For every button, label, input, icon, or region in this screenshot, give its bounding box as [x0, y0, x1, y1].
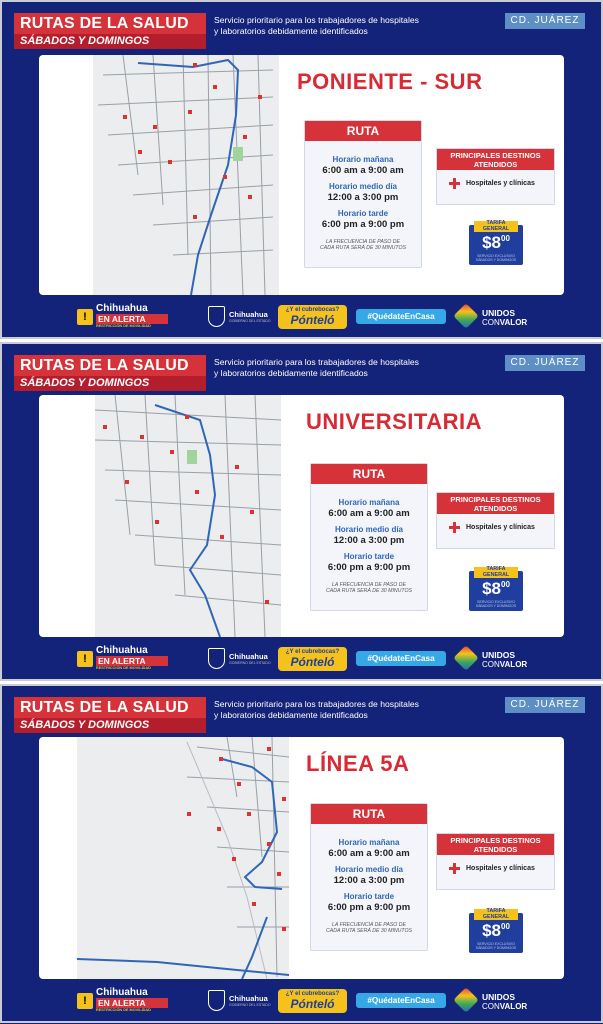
morning-hours: 6:00 am a 9:00 am: [328, 848, 410, 859]
header-title: RUTAS DE LA SALUD: [14, 355, 206, 376]
unidos-logo: UNIDOS CONVALOR: [455, 303, 535, 331]
unidos-logo: UNIDOS CONVALOR: [455, 645, 535, 673]
fare-note: SERVICIO EXCLUSIVO SÁBADOS Y DOMINGOS: [475, 942, 517, 950]
header-title: RUTAS DE LA SALUD: [14, 697, 206, 718]
evening-label: Horario tarde: [343, 552, 395, 561]
fare-label: TARIFA GENERAL: [474, 567, 518, 578]
evening-hours: 6:00 pm a 9:00 pm: [321, 219, 405, 230]
fare-price: $\$8^{00}$: [482, 233, 510, 252]
government-logo: Chihuahua GOBIERNO DEL ESTADO: [208, 647, 272, 671]
government-logo: Chihuahua GOBIERNO DEL ESTADO: [208, 305, 272, 329]
city-badge: CD. JUÁREZ: [505, 13, 585, 29]
header-subtitle: SÁBADOS Y DOMINGOS: [14, 34, 206, 49]
city-badge: CD. JUÁREZ: [505, 697, 585, 713]
schedule-header: RUTA: [311, 804, 427, 824]
mask-campaign-logo: ¿Y el cubrebocas? Pónteló: [278, 647, 347, 671]
destination-item: Hospitales y clínicas: [466, 865, 535, 872]
header-description: Servicio prioritario para los trabajadores de hospitales y laboratorios debidamente identificados: [214, 699, 419, 720]
alert-logo: ! Chihuahua EN ALERTA RESTRICCIÓN DE MOVILIDAD: [77, 303, 169, 330]
header-description: Servicio prioritario para los trabajadores de hospitales y laboratorios debidamente identificados: [214, 15, 419, 36]
hashtag-badge: #QuédateEnCasa: [356, 651, 446, 666]
destinations-header: PRINCIPALES DESTINOS ATENDIDOS: [437, 834, 554, 855]
header-title: RUTAS DE LA SALUD: [14, 13, 206, 34]
warning-icon: !: [77, 993, 93, 1009]
panel-poniente-sur: [0, 0, 603, 339]
header-subtitle: SÁBADOS Y DOMINGOS: [14, 718, 206, 733]
warning-icon: !: [77, 651, 93, 667]
schedule-header: RUTA: [305, 121, 421, 141]
fare-note: SERVICIO EXCLUSIVO SÁBADOS Y DOMINGOS: [475, 600, 517, 608]
hashtag-badge: #QuédateEnCasa: [356, 309, 446, 324]
evening-hours: 6:00 pm a 9:00 pm: [327, 562, 411, 573]
midday-hours: 12:00 a 3:00 pm: [327, 192, 399, 203]
panel-universitaria: [0, 342, 603, 681]
morning-label: Horario mañana: [338, 498, 400, 507]
alert-logo: ! Chihuahua EN ALERTA RESTRICCIÓN DE MOVILIDAD: [77, 987, 169, 1014]
evening-label: Horario tarde: [337, 209, 389, 218]
route-name: LÍNEA 5A: [306, 751, 410, 776]
evening-label: Horario tarde: [343, 892, 395, 901]
morning-hours: 6:00 am a 9:00 am: [322, 165, 404, 176]
midday-label: Horario medio día: [334, 865, 403, 874]
destination-item: Hospitales y clínicas: [466, 524, 535, 531]
fare-price: $\$8^{00}$: [482, 579, 510, 598]
schedule-header: RUTA: [311, 464, 427, 484]
destinations-header: PRINCIPALES DESTINOS ATENDIDOS: [437, 149, 554, 170]
header-description: Servicio prioritario para los trabajadores de hospitales y laboratorios debidamente identificados: [214, 357, 419, 378]
mask-campaign-logo: ¿Y el cubrebocas? Pónteló: [278, 989, 347, 1013]
route-name: PONIENTE - SUR: [297, 69, 483, 94]
hashtag-badge: #QuédateEnCasa: [356, 993, 446, 1008]
frequency-note: LA FRECUENCIA DE PASO DE CADA RUTA SERÁ DE 30 MINUTOS: [326, 582, 412, 595]
midday-label: Horario medio día: [328, 182, 397, 191]
government-logo: Chihuahua GOBIERNO DEL ESTADO: [208, 989, 272, 1013]
morning-hours: 6:00 am a 9:00 am: [328, 508, 410, 519]
midday-hours: 12:00 a 3:00 pm: [333, 875, 405, 886]
alert-logo: ! Chihuahua EN ALERTA RESTRICCIÓN DE MOVILIDAD: [77, 645, 169, 672]
frequency-note: LA FRECUENCIA DE PASO DE CADA RUTA SERÁ DE 30 MINUTOS: [326, 922, 412, 935]
destinations-header: PRINCIPALES DESTINOS ATENDIDOS: [437, 493, 554, 514]
city-badge: CD. JUÁREZ: [505, 355, 585, 371]
mask-campaign-logo: ¿Y el cubrebocas? Pónteló: [278, 305, 347, 329]
midday-label: Horario medio día: [334, 525, 403, 534]
frequency-note: LA FRECUENCIA DE PASO DE CADA RUTA SERÁ DE 30 MINUTOS: [320, 239, 406, 252]
fare-label: TARIFA GENERAL: [474, 909, 518, 920]
evening-hours: 6:00 pm a 9:00 pm: [327, 902, 411, 913]
fare-price: $\$8^{00}$: [482, 921, 510, 940]
morning-label: Horario mañana: [332, 155, 394, 164]
panel-linea-5a: [0, 684, 603, 1024]
destination-item: Hospitales y clínicas: [466, 180, 535, 187]
morning-label: Horario mañana: [338, 838, 400, 847]
route-name: UNIVERSITARIA: [306, 409, 482, 434]
warning-icon: !: [77, 309, 93, 325]
midday-hours: 12:00 a 3:00 pm: [333, 535, 405, 546]
unidos-logo: UNIDOS CONVALOR: [455, 987, 535, 1015]
fare-note: SERVICIO EXCLUSIVO SÁBADOS Y DOMINGOS: [475, 254, 517, 262]
fare-label: TARIFA GENERAL: [474, 221, 518, 232]
header-subtitle: SÁBADOS Y DOMINGOS: [14, 376, 206, 391]
